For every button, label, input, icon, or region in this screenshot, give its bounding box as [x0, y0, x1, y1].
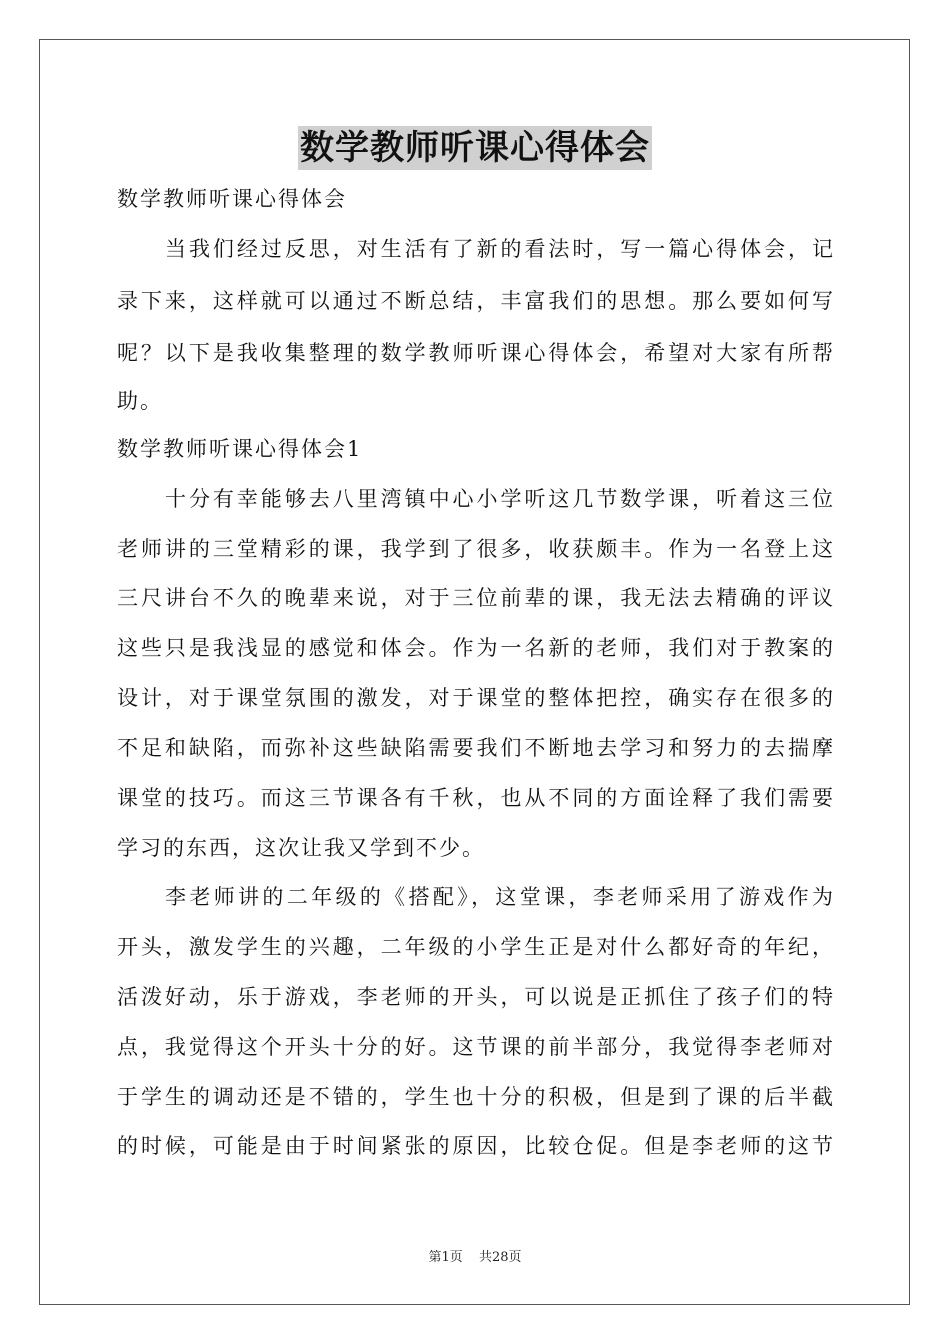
intro-line: 助。 — [117, 389, 163, 413]
page-footer — [0, 1246, 950, 1265]
document-title: 数学教师听课心得体会 — [300, 128, 650, 168]
document-subtitle: 数学教师听课心得体会 — [117, 187, 347, 211]
title-container — [0, 126, 950, 170]
intro-line: 录下来，这样就可以通过不断总结，丰富我们的思想。那么要如何写 — [117, 289, 833, 313]
paragraph-line: 的时候，可能是由于时间紧张的原因，比较仓促。但是李老师的这节 — [117, 1134, 833, 1158]
paragraph-line: 十分有幸能够去八里湾镇中心小学听这几节数学课，听着这三位 — [165, 487, 833, 511]
paragraph-line: 于学生的调动还是不错的，学生也十分的积极，但是到了课的后半截 — [117, 1085, 833, 1109]
paragraph-line: 活泼好动，乐于游戏，李老师的开头，可以说是正抓住了孩子们的特 — [117, 985, 833, 1009]
paragraph-line: 这些只是我浅显的感觉和体会。作为一名新的老师，我们对于教案的 — [117, 636, 833, 660]
paragraph-line: 课堂的技巧。而这三节课各有千秋，也从不同的方面诠释了我们需要 — [117, 786, 833, 810]
intro-line: 当我们经过反思，对生活有了新的看法时，写一篇心得体会，记 — [165, 237, 833, 261]
paragraph-line: 设计，对于课堂氛围的激发，对于课堂的整体把控，确实存在很多的 — [117, 686, 833, 710]
paragraph-line: 不足和缺陷，而弥补这些缺陷需要我们不断地去学习和努力的去揣摩 — [117, 736, 833, 760]
paragraph-line: 开头，激发学生的兴趣，二年级的小学生正是对什么都好奇的年纪， — [117, 935, 833, 959]
paragraph-line: 学习的东西，这次让我又学到不少。 — [117, 836, 485, 860]
page-number: 第1页 — [428, 1250, 463, 1265]
page-total: 共28页 — [478, 1250, 522, 1265]
page-border — [39, 39, 910, 1305]
paragraph-line: 三尺讲台不久的晚辈来说，对于三位前辈的课，我无法去精确的评议 — [117, 586, 833, 610]
paragraph-line: 老师讲的三堂精彩的课，我学到了很多，收获颇丰。作为一名登上这 — [117, 537, 833, 561]
intro-line: 呢？以下是我收集整理的数学教师听课心得体会，希望对大家有所帮 — [117, 341, 833, 365]
section-heading: 数学教师听课心得体会1 — [117, 437, 363, 461]
paragraph-line: 李老师讲的二年级的《搭配》，这堂课，李老师采用了游戏作为 — [165, 885, 833, 909]
paragraph-line: 点，我觉得这个开头十分的好。这节课的前半部分，我觉得李老师对 — [117, 1035, 833, 1059]
